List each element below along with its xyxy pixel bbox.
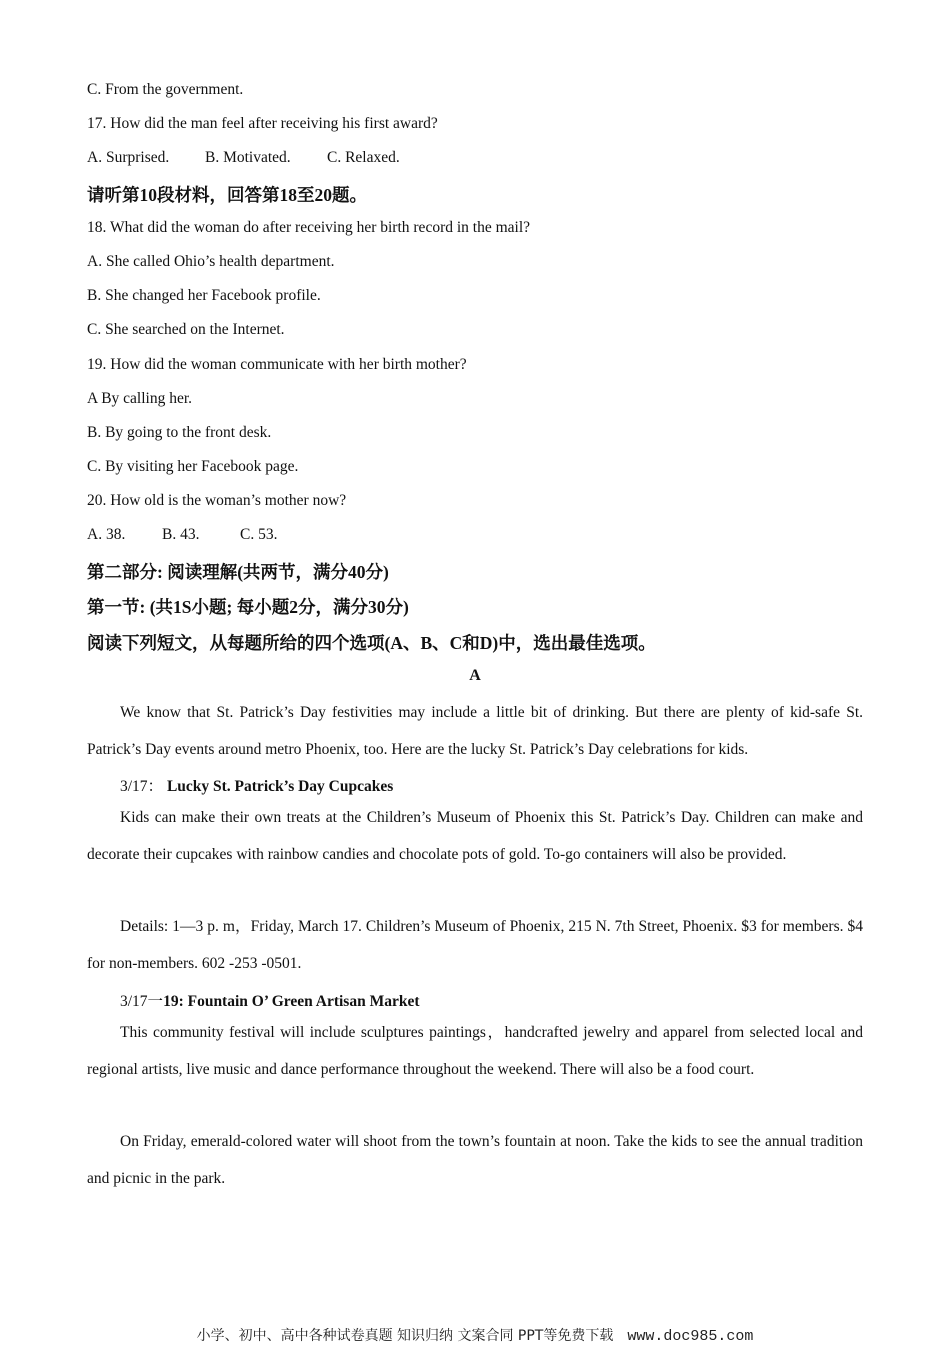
q19-option-a: A By calling her.	[87, 390, 193, 407]
event-1-heading	[120, 774, 393, 796]
intro-paragraph: We know that St. Patrick’s Day festivities may include a little bit of drinking. But there are plenty of kid-safe St. Patrick’s Day events around metro Phoenix, too. Here are the lucky St. Patrick’s Day celebrations for kids.	[87, 704, 863, 758]
event-1-body: Kids can make their own treats at the Children’s Museum of Phoenix this St. Patrick’s Day. Children can make and decorate their cupcakes with rainbow candies and chocolate pots of gold. To-go containers will also be provided.	[87, 809, 863, 863]
section-1-heading: 第一节: (共1S小题; 每小题2分，满分30分)	[87, 597, 409, 617]
question-17: 17. How did the man feel after receiving his first award?	[87, 115, 438, 132]
passage-label: A	[469, 667, 481, 684]
question-18: 18. What did the woman do after receiving her birth record in the mail?	[87, 219, 531, 236]
event-1-details: Details: 1—3 p. m，Friday, March 17. Children’s Museum of Phoenix, 215 N. 7th Street, Phoenix. $3 for members. $4 for non-members. 602 -253 -0501.	[87, 918, 863, 972]
q16-option-c: C. From the government.	[87, 81, 244, 98]
event-1-date: 3/17：	[120, 778, 164, 795]
q17-option-c: C. Relaxed.	[327, 149, 400, 166]
q20-options	[87, 526, 277, 544]
q20-option-c: C. 53.	[240, 526, 278, 543]
question-20: 20. How old is the woman’s mother now?	[87, 492, 347, 509]
q18-option-c: C. She searched on the Internet.	[87, 321, 285, 338]
instructions: 阅读下列短文，从每题所给的四个选项(A、B、C和D)中，选出最佳选项。	[87, 633, 656, 653]
event-2-body-2: On Friday, emerald-colored water will shoot from the town’s fountain at noon. Take the kids to see the annual tradition and picnic in the park.	[87, 1133, 863, 1187]
q18-option-b: B. She changed her Facebook profile.	[87, 287, 321, 304]
q17-option-b: B. Motivated.	[205, 149, 291, 166]
page-footer	[0, 1325, 950, 1345]
q20-option-a: A. 38.	[87, 526, 126, 543]
footer-text: 小学、初中、高中各种试卷真题 知识归纳 文案合同 PPT等免费下载	[196, 1328, 614, 1344]
event-2-heading	[120, 989, 420, 1011]
q18-option-a: A. She called Ohio’s health department.	[87, 253, 335, 270]
event-2-date: 3/17一	[120, 993, 164, 1010]
q19-option-b: B. By going to the front desk.	[87, 424, 272, 441]
footer-url[interactable]: www.doc985.com	[627, 1328, 754, 1345]
section-10-heading: 请听第10段材料，回答第18至20题。	[87, 185, 367, 205]
event-2-body: This community festival will include sculptures paintings，handcrafted jewelry and apparel from selected local and regional artists, live music and dance performance throughout the weekend. There will also be a food court.	[87, 1024, 863, 1078]
q20-option-b: B. 43.	[162, 526, 200, 543]
part-2-heading: 第二部分: 阅读理解(共两节，满分40分)	[87, 562, 389, 582]
q17-options	[87, 149, 400, 167]
event-1-title: Lucky St. Patrick’s Day Cupcakes	[166, 778, 394, 795]
q19-option-c: C. By visiting her Facebook page.	[87, 458, 299, 475]
event-2-title: 19: Fountain O’ Green Artisan Market	[163, 993, 420, 1010]
question-19: 19. How did the woman communicate with her birth mother?	[87, 356, 467, 373]
q17-option-a: A. Surprised.	[87, 149, 170, 166]
